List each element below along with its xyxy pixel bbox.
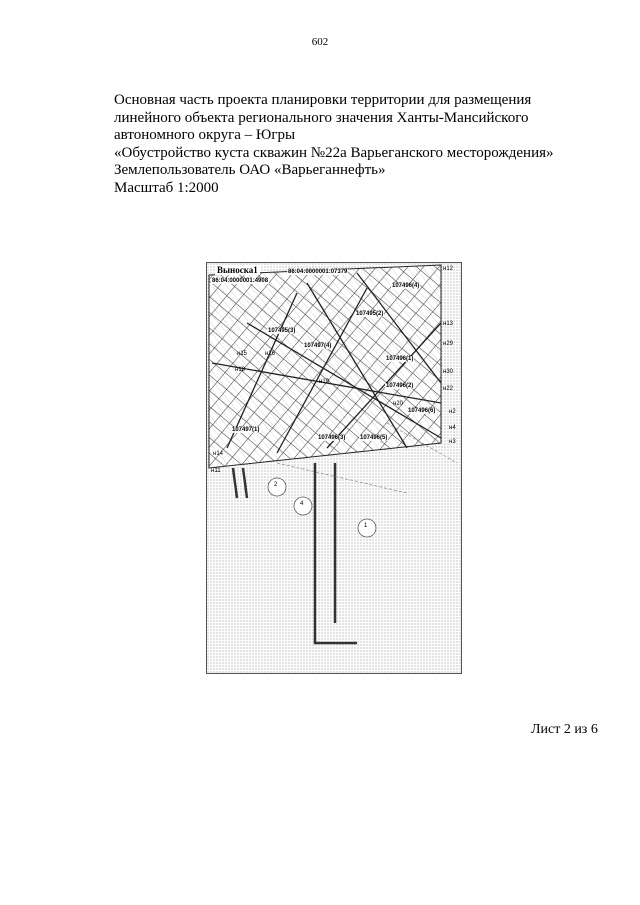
point-label: н13 <box>443 321 453 327</box>
parcel-label: 107496(4) <box>392 283 420 289</box>
parcel-label: 107496(1) <box>386 356 414 362</box>
cadastral-label-2: 86:04:0000001:07379 <box>288 269 348 275</box>
point-label: н12 <box>443 266 453 272</box>
parcel-label: 107496(6) <box>408 408 436 414</box>
point-label: н29 <box>443 341 453 347</box>
parcel-label: 107496(5) <box>360 435 388 441</box>
point-label: н20 <box>393 401 403 407</box>
parcel-label: 107497(4) <box>304 343 332 349</box>
page-number: 602 <box>311 36 329 48</box>
cadastral-label-1: 86:04:0000001:4908 <box>212 278 269 284</box>
title-line-3: автономного округа – Югры <box>114 127 296 143</box>
point-label: н19 <box>319 379 329 385</box>
parcel-label: 107497(1) <box>232 427 260 433</box>
point-label: н2 <box>449 409 456 415</box>
point-label: н18 <box>235 367 245 373</box>
document-title <box>114 92 574 197</box>
zone-number: 4 <box>300 501 304 507</box>
point-label: н15 <box>237 351 247 357</box>
title-line-5: Землепользователь ОАО «Варьеганнефть» <box>114 162 386 178</box>
parcel-label: 107495(2) <box>356 311 384 317</box>
point-label: н11 <box>211 468 221 474</box>
callout-title: Выноска1 <box>217 265 258 275</box>
title-line-6: Масштаб 1:2000 <box>114 179 219 196</box>
point-label: н14 <box>213 451 223 457</box>
planning-map <box>206 262 462 674</box>
title-line-1: Основная часть проекта планировки территории для размещения <box>114 92 532 108</box>
point-label: н4 <box>449 425 456 431</box>
point-label: н16 <box>265 351 275 357</box>
point-label: н30 <box>443 369 453 375</box>
parcel-label: 107496(2) <box>386 383 414 389</box>
parcel-label: 107495(3) <box>268 328 296 334</box>
sheet-counter: Лист 2 из 6 <box>531 722 598 737</box>
parcel-label: 107496(3) <box>318 435 346 441</box>
zone-number: 2 <box>274 482 278 488</box>
map-drawing <box>207 263 461 673</box>
point-label: н22 <box>443 386 453 392</box>
title-line-2: линейного объекта регионального значения Ханты-Мансийского <box>114 109 529 126</box>
point-label: н3 <box>449 439 456 445</box>
title-line-4: «Обустройство куста скважин №22а Варьеганского месторождения» <box>114 144 554 161</box>
zone-number: 1 <box>364 523 368 529</box>
